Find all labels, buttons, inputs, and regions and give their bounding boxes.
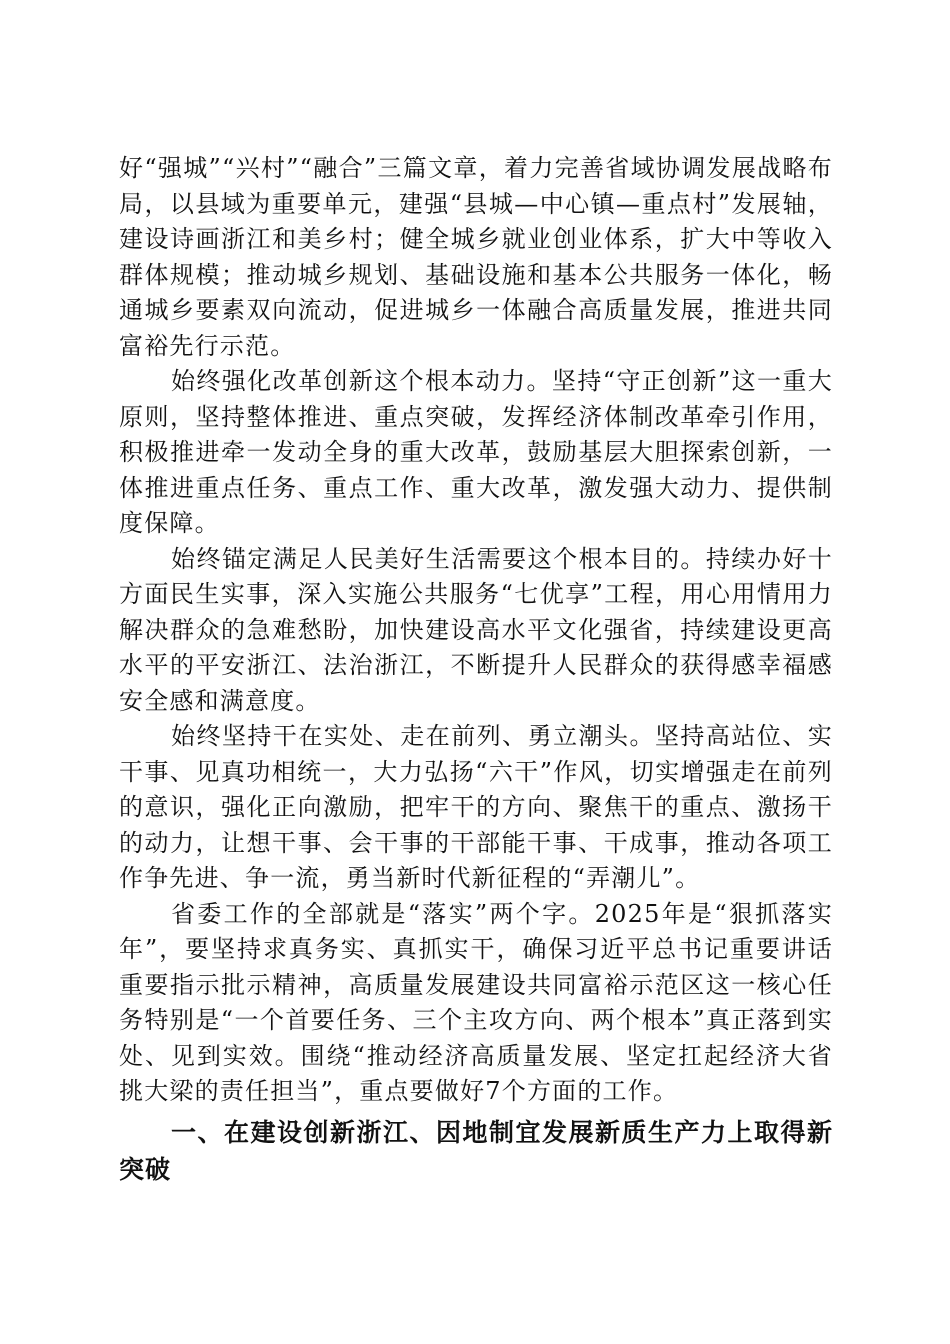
paragraph-people-wellbeing: 始终锚定满足人民美好生活需要这个根本目的。持续办好十方面民生实事，深入实施公共服务“七优享”工程，用心用情用力解决群众的急难愁盼，加快建设高水平文化强省，持续建设更高水平的平安浙江、法治浙江，不断提升人民群众的获得感幸福感安全感和满意度。 [119, 544, 833, 715]
paragraph-work-style: 始终坚持干在实处、走在前列、勇立潮头。坚持高站位、实干事、见真功相统一，大力弘扬“六干”作风，切实增强走在前列的意识，强化正向激励，把牢干的方向、聚焦干的重点、激扬干的动力，让想干事、会干事的干部能干事、干成事，推动各项工作争先进、争一流，勇当新时代新征程的“弄潮儿”。 [119, 722, 833, 892]
document-body [119, 151, 833, 1188]
paragraph-implementation: 省委工作的全部就是“落实”两个字。2025年是“狠抓落实年”，要坚持求真务实、真抓实干，确保习近平总书记重要讲话重要指示批示精神，高质量发展建设共同富裕示范区这一核心任务特别是“一个首要任务、三个主攻方向、两个根本”真正落到实处、见到实效。围绕“推动经济高质量发展、坚定扛起经济大省挑大梁的责任担当”，重点要做好7个方面的工作。 [119, 899, 833, 1105]
section-heading: 一、在建设创新浙江、因地制宜发展新质生产力上取得新突破 [119, 1117, 833, 1184]
paragraph-continuation: 好“强城”“兴村”“融合”三篇文章，着力完善省域协调发展战略布局，以县域为重要单元，建强“县城—中心镇—重点村”发展轴，建设诗画浙江和美乡村；健全城乡就业创业体系，扩大中等收入群体规模；推动城乡规划、基础设施和基本公共服务一体化，畅通城乡要素双向流动，促进城乡一体融合高质量发展，推进共同富裕先行示范。 [119, 154, 833, 360]
paragraph-reform-innovation: 始终强化改革创新这个根本动力。坚持“守正创新”这一重大原则，坚持整体推进、重点突破，发挥经济体制改革牵引作用，积极推进牵一发动全身的重大改革，鼓励基层大胆探索创新，一体推进重点任务、重点工作、重大改革，激发强大动力、提供制度保障。 [119, 367, 833, 537]
